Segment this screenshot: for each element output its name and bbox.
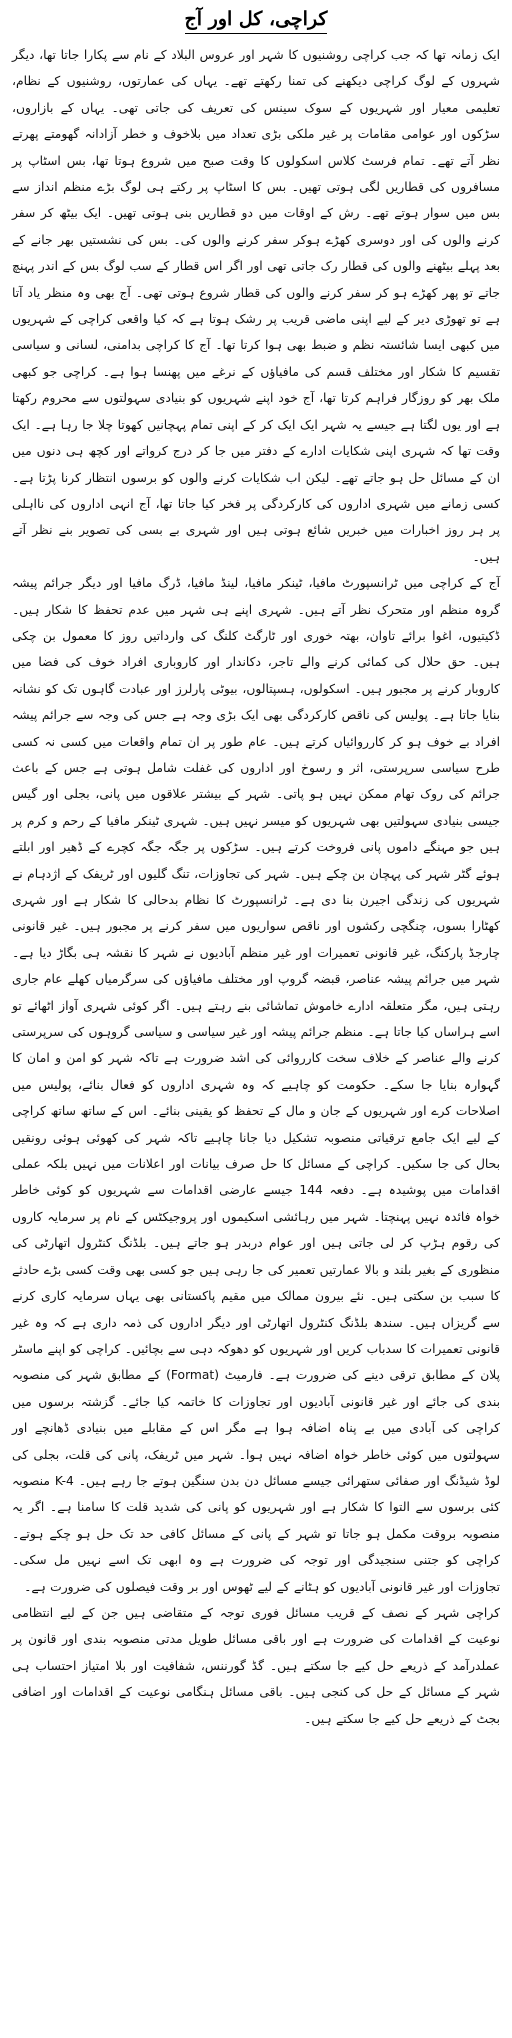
paragraph-2: آج کے کراچی میں ٹرانسپورٹ مافیا، ٹینکر مافیا، لینڈ مافیا، ڈرگ مافیا اور دیگر جرائم پیشہ گروہ منظم اور متحرک نظر آتے ہیں۔ شہری اپنے ہی شہر میں عدم تحفظ کا شکار ہیں۔ ڈکیتیوں، اغوا برائے تاوان، بھتہ خوری اور ٹارگٹ کلنگ کی وارداتیں روز کا معمول بن چکی ہیں۔ حق حلال کی کمائی کرنے والے تاجر، دکاندار اور کاروباری افراد خوف کی فضا میں کاروبار کرنے پر مجبور ہیں۔ اسکولوں، ہسپتالوں، بیوٹی پارلرز اور عبادت گاہوں تک کو نشانہ بنایا جاتا ہے۔ پولیس کی ناقص کارکردگی بھی ایک بڑی وجہ ہے جس کی وجہ سے جرائم پیشہ افراد بے خوف ہو کر کارروائیاں کرتے ہیں۔ عام طور پر ان تمام واقعات میں کسی نہ کسی طرح سیاسی سرپرستی، اثر و رسوخ اور اداروں کی غفلت شامل ہوتی ہے جس کے باعث جرائم کی روک تھام ممکن نہیں ہو پاتی۔ شہر کے بیشتر علاقوں میں پانی، بجلی اور گیس جیسی بنیادی سہولتیں بھی شہریوں کو میسر نہیں ہیں۔ شہری ٹینکر مافیا کے رحم و کرم پر ہیں جو مہنگے داموں پانی فروخت کرتے ہیں۔ سڑکوں پر جگہ جگہ کچرے کے ڈھیر اور ابلتے ہوئے گٹر شہر کی پہچان بن چکے ہیں۔ شہر کی تجاوزات، تنگ گلیوں اور ٹریفک کے اژدہام نے شہریوں کی زندگی اجیرن بنا دی ہے۔ ٹرانسپورٹ کا نظام بدحالی کا شکار ہے اور شہری کھٹارا بسوں، چنگچی رکشوں اور ناقص سواریوں میں سفر کرنے پر مجبور ہیں۔ غیر قانونی چارجڈ پارکنگ، غیر قانونی تعمیرات اور غیر منظم آبادیوں نے شہر کا نقشہ ہی بگاڑ دیا ہے۔ شہر میں جرائم پیشہ عناصر، قبضہ گروپ اور مختلف مافیاؤں کی سرگرمیاں کھلے عام جاری رہتی ہیں، مگر متعلقہ ادارے خاموش تماشائی بنے رہتے ہیں۔ اگر کوئی شہری آواز اٹھائے تو اسے ہراساں کیا جاتا ہے۔ منظم جرائم پیشہ اور غیر سیاسی و سیاسی گروہوں کی سرپرستی کرنے والے عناصر کے خلاف سخت کارروائی کی اشد ضرورت ہے تاکہ شہر کو امن و امان کا گہوارہ بنایا جا سکے۔ حکومت کو چاہیے کہ وہ شہری اداروں کو فعال بنائے، پولیس میں اصلاحات کرے اور شہریوں کے جان و مال کے تحفظ کو یقینی بنائے۔ اس کے ساتھ ساتھ کراچی کے لیے ایک جامع ترقیاتی منصوبہ تشکیل دیا جانا چاہیے تاکہ شہر کی کھوئی ہوئی رونقیں بحال کی جا سکیں۔ کراچی کے مسائل کا حل صرف بیانات اور اعلانات میں نہیں بلکہ عملی اقدامات میں پوشیدہ ہے۔ دفعہ 144 جیسے عارضی اقدامات سے شہریوں کو کوئی خاطر خواہ فائدہ نہیں پہنچتا۔ شہر میں رہائشی اسکیموں اور پروجیکٹس کے نام پر سرمایہ کاروں کی رقوم ہڑپ کر لی جاتی ہیں اور عوام دربدر ہو جاتے ہیں۔ بلڈنگ کنٹرول اتھارٹی کی منظوری کے بغیر بلند و بالا عمارتیں تعمیر کی جا رہی ہیں جو کسی بھی وقت کسی بڑے حادثے کا سبب بن سکتی ہیں۔ نئے بیرون ممالک میں مقیم پاکستانی بھی یہاں سرمایہ کاری کرنے سے گریزاں ہیں۔ سندھ بلڈنگ کنٹرول اتھارٹی اور دیگر اداروں کی ذمہ داری ہے کہ وہ غیر قانونی تعمیرات کا سدباب کریں اور شہریوں کو دھوکہ دہی سے بچائیں۔ کراچی کو اپنے ماسٹر پلان کے مطابق ترقی دینے کی ضرورت ہے۔ فارمیٹ (Format) کے مطابق شہر کی منصوبہ بندی کی جائے اور غیر قانونی آبادیوں اور تجاوزات کا خاتمہ کیا جائے۔ گزشتہ برسوں میں کراچی کی آبادی میں بے پناہ اضافہ ہوا ہے مگر اس کے مقابلے میں بنیادی ڈھانچے اور سہولتوں میں کوئی خاطر خواہ اضافہ نہیں ہوا۔ شہر میں ٹریفک، پانی کی قلت، بجلی کی لوڈ شیڈنگ اور صفائی ستھرائی جیسے مسائل دن بدن سنگین ہوتے جا رہے ہیں۔ K-4 منصوبہ کئی برسوں سے التوا کا شکار ہے اور شہریوں کو پانی کی شدید قلت کا سامنا ہے۔ اگر یہ منصوبہ بروقت مکمل ہو جاتا تو شہر کے پانی کے مسائل کافی حد تک حل ہو چکے ہوتے۔ کراچی کو جتنی سنجیدگی اور توجہ کی ضرورت ہے وہ ابھی تک اسے نہیں مل سکی۔ تجاوزات اور غیر قانونی آبادیوں کو ہٹانے کے لیے ٹھوس اور بر وقت فیصلوں کی ضرورت ہے۔: [12, 576, 500, 1594]
page-title: کراچی، کل اور آج: [185, 8, 328, 34]
article-body: [12, 42, 500, 1732]
title-block: [12, 8, 500, 34]
paragraph-1: ایک زمانہ تھا کہ جب کراچی روشنیوں کا شہر اور عروس البلاد کے نام سے پکارا جاتا تھا، دیگر شہروں کے لوگ کراچی دیکھنے کی تمنا رکھتے تھے۔ یہاں کی عمارتوں، روشنیوں کے نظام، تعلیمی معیار اور شہریوں کے سوک سینس کی تعریف کی جاتی تھی۔ یہاں کے بازاروں، سڑکوں اور عوامی مقامات پر غیر ملکی بڑی تعداد میں بلاخوف و خطر آزادانہ گھومتے پھرتے نظر آتے تھے۔ تمام فرسٹ کلاس اسکولوں کا وقت صبح میں شروع ہوتا تھا، بس اسٹاپ پر مسافروں کی قطاریں لگی ہوتی تھیں۔ بس کا اسٹاپ پر رکتے ہی لوگ بڑے منظم انداز سے بس میں سوار ہوتے تھے۔ رش کے اوقات میں دو قطاریں بنی ہوتی تھیں۔ ایک بیٹھ کر سفر کرنے والوں کی اور دوسری کھڑے ہوکر سفر کرنے والوں کی۔ بس کی نشستیں بھر جانے کے بعد پہلے بیٹھنے والوں کی قطار رک جاتی تھی اور اگر اس قطار کے سب لوگ بس کے اندر پہنچ جاتے تو پھر کھڑے ہو کر سفر کرنے والوں کی قطار شروع ہوتی تھی۔ آج بھی وہ منظر یاد آتا ہے تو تھوڑی دیر کے لیے اپنی ماضی قریب پر رشک ہوتا ہے کہ کیا واقعی کراچی کے شہریوں میں کبھی ایسا شائستہ نظم و ضبط بھی ہوا کرتا تھا۔ آج کا کراچی بدامنی، لسانی و سیاسی تقسیم کا شکار اور مختلف قسم کی مافیاؤں کے نرغے میں پھنسا ہوا ہے۔ کراچی جو کبھی ملک بھر کو روزگار فراہم کرتا تھا، آج خود اپنے شہریوں کو بنیادی سہولتوں سے محروم رکھتا ہے اور یوں لگتا ہے جیسے یہ شہر ایک ایک کر کے اپنی تمام پہچانیں کھوتا چلا جا رہا ہے۔ ایک وقت تھا کہ شہری اپنی شکایات ادارے کے دفتر میں جا کر درج کرواتے اور کچھ ہی دنوں میں ان کے مسائل حل ہو جاتے تھے۔ لیکن اب شکایات کرنے والوں کو برسوں انتظار کرنا پڑتا ہے۔ کسی زمانے میں شہری اداروں کی کارکردگی پر فخر کیا جاتا تھا، آج انہی اداروں کی نااہلی پر ہر روز اخبارات میں خبریں شائع ہوتی ہیں اور شہری بے بسی کی تصویر بنے نظر آتے ہیں۔: [12, 48, 500, 564]
paragraph-3: کراچی شہر کے نصف کے قریب مسائل فوری توجہ کے متقاضی ہیں جن کے لیے انتظامی نوعیت کے اقدامات کی ضرورت ہے اور باقی مسائل طویل مدتی منصوبہ بندی اور قانون پر عملدرآمد کے ذریعے حل کیے جا سکتے ہیں۔ گڈ گورننس، شفافیت اور بلا امتیاز احتساب ہی شہر کے مسائل کے حل کی کنجی ہیں۔ باقی مسائل ہنگامی نوعیت کے اقدامات اور اضافی بجٹ کے ذریعے حل کیے جا سکتے ہیں۔: [12, 1605, 500, 1726]
